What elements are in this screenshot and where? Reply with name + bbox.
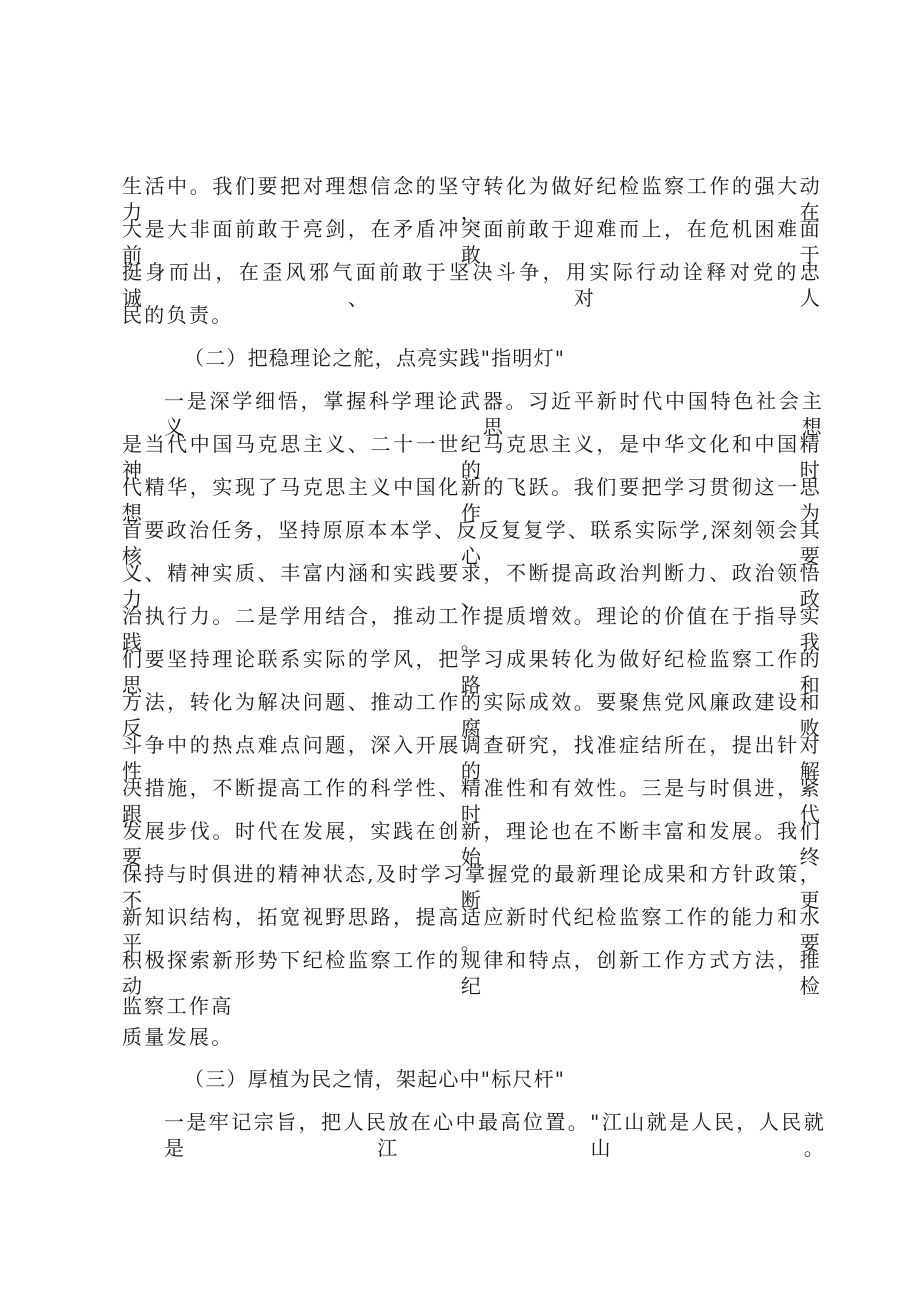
paragraph-line: 代精华，实现了马克思主义中国化新的飞跃。我们要把学习贯彻这一思想作为 [122, 475, 822, 525]
paragraph-line: 民的负责。 [122, 303, 234, 327]
paragraph-line: 积极探索新形势下纪检监察工作的规律和特点，创新工作方式方法，推动纪检 [122, 948, 822, 998]
paragraph-line: 斗争中的热点难点问题，深入开展调查研究，找准症结所在，提出针对性的解 [122, 733, 822, 783]
paragraph-line: 大是大非面前敢于亮剑，在矛盾冲突面前敢于迎难而上，在危机困难面前敢于 [122, 217, 822, 267]
paragraph-line: 方法，转化为解决问题、推动工作的实际成效。要聚焦党风廉政建设和反腐败 [122, 690, 822, 740]
paragraph-line: 质量发展。 [122, 1025, 234, 1049]
paragraph-line: 新知识结构，拓宽视野思路，提高适应新时代纪检监察工作的能力和水平。要 [122, 905, 822, 955]
paragraph-line: 首要政治任务，坚持原原本本学、反反复复学、联系实际学,深刻领会其核心要 [122, 518, 822, 568]
paragraph-line: 发展步伐。时代在发展，实践在创新，理论也在不断丰富和发展。我们要始终 [122, 819, 822, 869]
paragraph-line: 一是牢记宗旨，把人民放在心中最高位置。"江山就是人民，人民就是江山。 [164, 1110, 826, 1160]
paragraph-line: 监察工作高 [122, 994, 234, 1018]
paragraph-line: 一是深学细悟，掌握科学理论武器。习近平新时代中国特色社会主义思想 [164, 389, 824, 439]
paragraph-line: 是当代中国马克思主义、二十一世纪马克思主义，是中华文化和中国精神的时 [122, 432, 822, 482]
paragraph-line: 治执行力。二是学用结合，推动工作提质增效。理论的价值在于指导实践。我 [122, 604, 822, 654]
section-heading: （三）厚植为民之情，架起心中"标尺杆" [184, 1067, 566, 1091]
paragraph-line: 们要坚持理论联系实际的学风，把学习成果转化为做好纪检监察工作的思路和 [122, 647, 822, 697]
paragraph-line: 保持与时俱进的精神状态,及时学习掌握党的最新理论成果和方针政策，不断更 [122, 862, 822, 912]
paragraph-line: 挺身而出，在歪风邪气面前敢于坚决斗争，用实际行动诠释对党的忠诚、对人 [122, 260, 822, 310]
paragraph-line: 生活中。我们要把对理想信念的坚守转化为做好纪检监察工作的强大动力，在 [122, 174, 822, 224]
paragraph-line: 义、精神实质、丰富内涵和实践要求，不断提高政治判断力、政治领悟力、政 [122, 561, 822, 611]
paragraph-line: 决措施，不断提高工作的科学性、精准性和有效性。三是与时俱进，紧跟时代 [122, 776, 822, 826]
section-heading: （二）把稳理论之舵，点亮实践"指明灯" [184, 346, 566, 370]
